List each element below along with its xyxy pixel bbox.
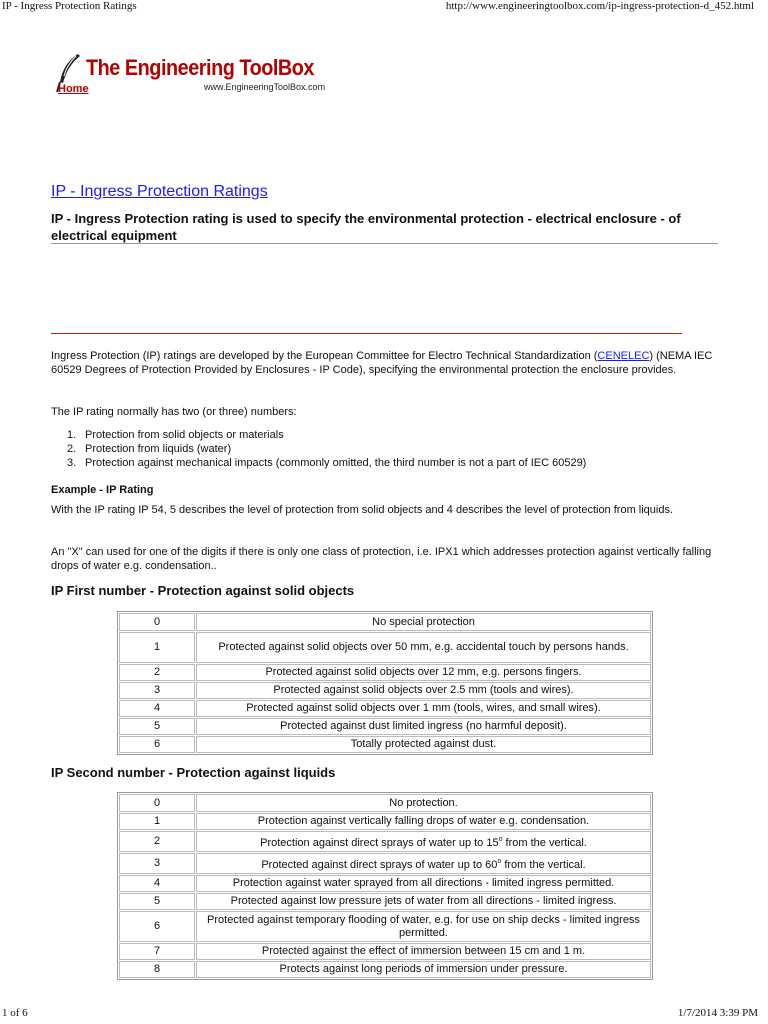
table-row: 1 Protected against solid objects over 50 mm, e.g. accidental touch by persons hands. — [119, 632, 651, 663]
logo-brand-text: The Engineering ToolBox — [86, 55, 314, 80]
page-subtitle: IP - Ingress Protection rating is used to specify the environmental protection - electrical enclosure - of electrical equipment — [51, 211, 681, 243]
table-row: 6 Totally protected against dust. — [119, 736, 651, 753]
example-paragraph: With the IP rating IP 54, 5 describes the level of protection from solid objects and 4 describes the level of protection from liquids. — [51, 504, 674, 516]
print-header-url: http://www.engineeringtoolbox.com/ip-ingress-protection-d_452.html — [445, 0, 754, 12]
intro-paragraph: Ingress Protection (IP) ratings are developed by the European Committee for Electro Technical Standardization (CENELEC) (NEMA IEC 60529 Degrees of Protection Provided by Enclosures - IP Code), specifying the environmental protection the enclosure provides. — [51, 350, 713, 376]
rating-numbers-list — [67, 428, 727, 470]
table-row: 5 Protected against low pressure jets of water from all directions - limited ingress. — [119, 893, 651, 910]
home-link[interactable]: Home — [58, 83, 89, 95]
table-row: 6 Protected against temporary flooding of water, e.g. for use on ship decks - limited ingress permitted. — [119, 911, 651, 942]
print-header-title: IP - Ingress Protection Ratings — [2, 0, 137, 12]
x-digit-paragraph: An "X" can used for one of the digits if there is only one class of protection, i.e. IPX1 which addresses protection against vertically falling drops of water e.g. condensation.. — [51, 546, 712, 572]
table-row: 2 Protection against direct sprays of water up to 15$^o$ from the vertical. — [119, 831, 651, 852]
table-row: 1 Protection against vertically falling drops of water e.g. condensation. — [119, 813, 651, 830]
second-number-table — [117, 792, 653, 980]
cenelec-link[interactable]: CENELEC — [597, 350, 650, 362]
table-row: 0 No protection. — [119, 794, 651, 812]
second-number-heading: IP Second number - Protection against liquids — [51, 765, 336, 780]
table-row: 8 Protects against long periods of immersion under pressure. — [119, 961, 651, 978]
print-footer — [0, 1007, 768, 1021]
list-item: 2. Protection from liquids (water) — [67, 443, 232, 455]
table-row: 3 Protected against solid objects over 2.5 mm (tools and wires). — [119, 682, 651, 699]
print-header — [0, 0, 768, 14]
table-row: 4 Protected against solid objects over 1 mm (tools, wires, and small wires). — [119, 700, 651, 717]
site-logo[interactable] — [52, 50, 354, 96]
rating-numbers-paragraph: The IP rating normally has two (or three) numbers: — [51, 406, 297, 418]
example-heading: Example - IP Rating — [51, 484, 154, 496]
list-item: 3. Protection against mechanical impacts (commonly omitted, the third number is not a part of IEC 60529) — [67, 457, 587, 469]
table-row: 4 Protection against water sprayed from all directions - limited ingress permitted. — [119, 875, 651, 892]
table-row: 2 Protected against solid objects over 12 mm, e.g. persons fingers. — [119, 664, 651, 681]
page-title[interactable]: IP - Ingress Protection Ratings — [51, 183, 268, 200]
table-row: 7 Protected against the effect of immersion between 15 cm and 1 m. — [119, 943, 651, 960]
page-count: 1 of 6 — [2, 1007, 28, 1019]
table-row: 5 Protected against dust limited ingress (no harmful deposit). — [119, 718, 651, 735]
first-number-heading: IP First number - Protection against solid objects — [51, 583, 355, 598]
table-row: 3 Protected against direct sprays of water up to 60$^o$ from the vertical. — [119, 853, 651, 874]
divider-red — [51, 333, 682, 334]
table-row: 0 No special protection — [119, 613, 651, 631]
logo-site-url: www.EngineeringToolBox.com — [204, 82, 326, 92]
first-number-table — [117, 611, 653, 755]
print-datetime: 1/7/2014 3:39 PM — [677, 1007, 758, 1019]
divider — [51, 243, 718, 244]
list-item: 1. Protection from solid objects or materials — [67, 429, 284, 441]
